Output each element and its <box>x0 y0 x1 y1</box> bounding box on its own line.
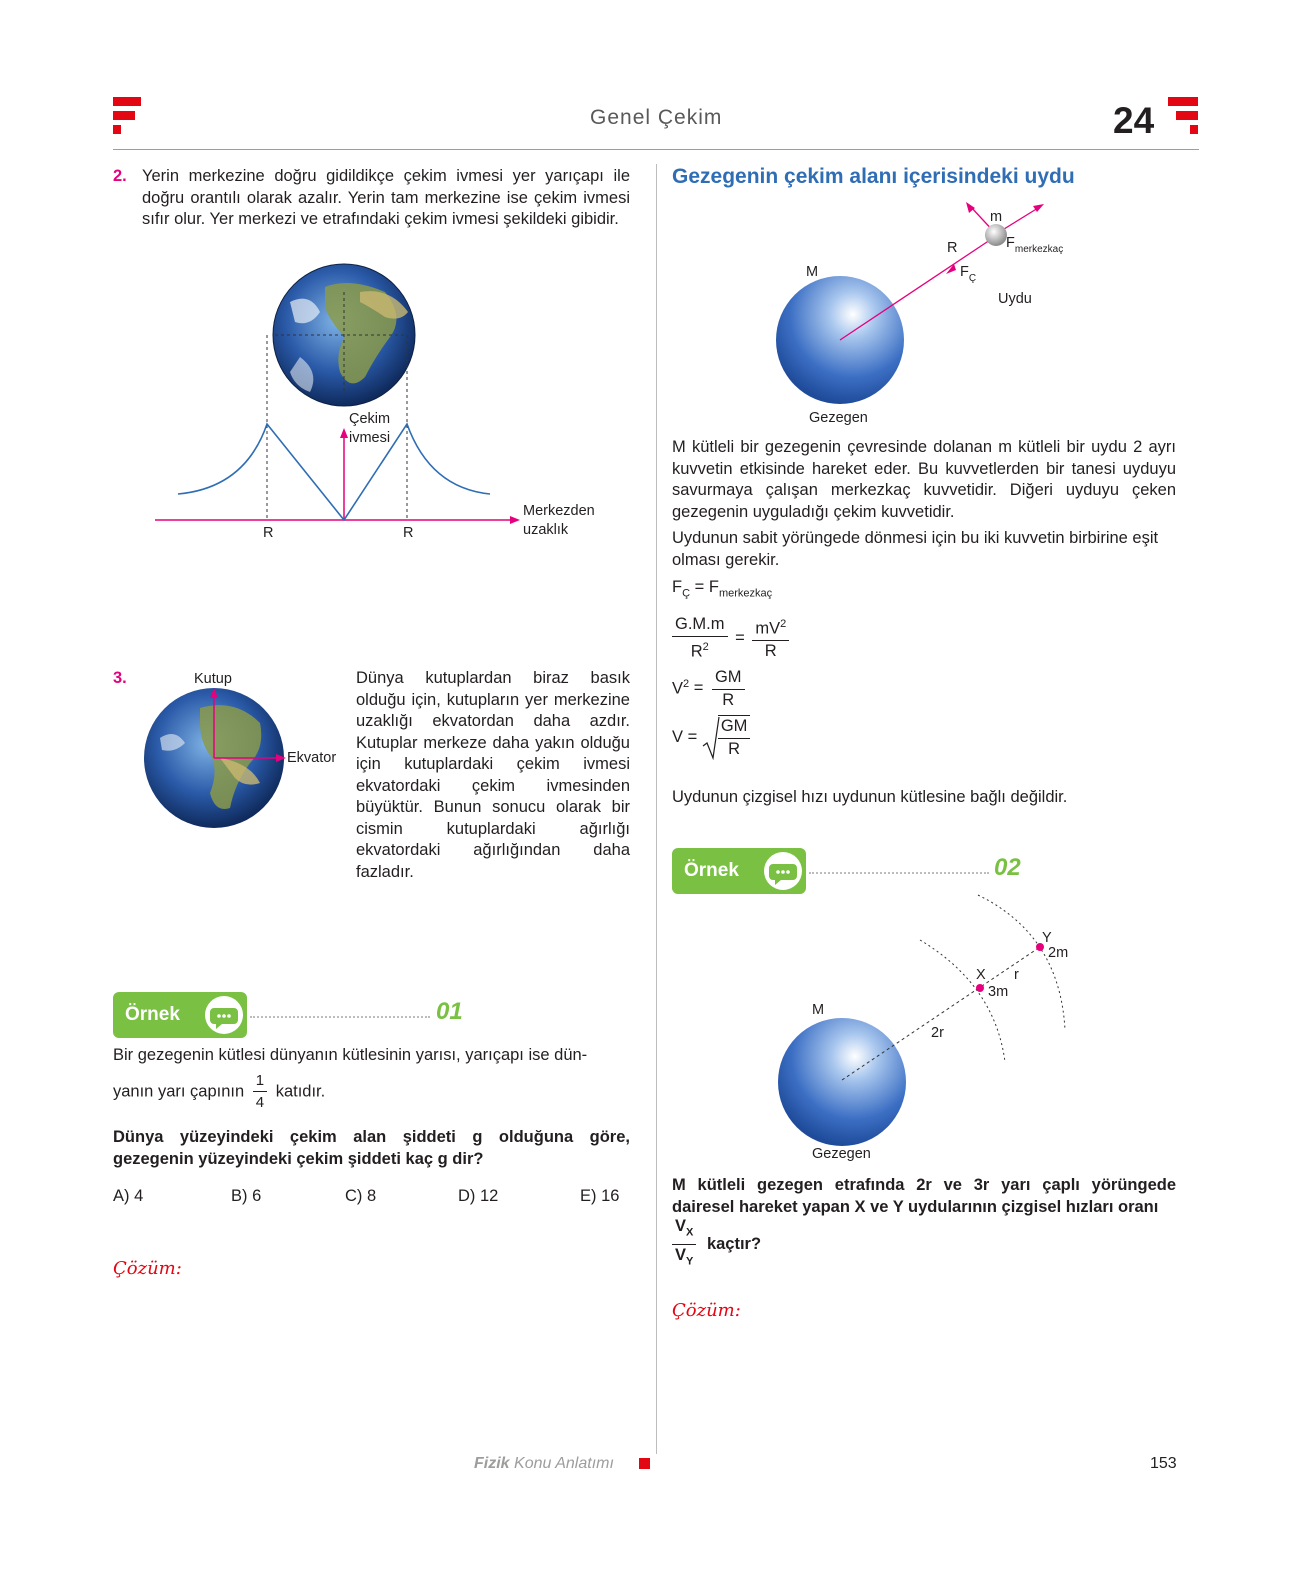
segment-r-label: r <box>1014 967 1019 983</box>
choice-a[interactable]: A) 4 <box>113 1187 144 1205</box>
satellite-x <box>976 984 984 992</box>
example1-text-line2: yanın yarı çapının <box>113 1081 245 1100</box>
example1-fraction: $\frac{1}{4}$ <box>253 1070 267 1114</box>
right-paragraph-1: M kütleli bir gezegenin çevresinde dolanan m kütleli bir uydu 2 ayrı kuvvetin etkisinde hareket eder. Bu kuvvetlerden bir tanesi uyduyu savurmaya çalışan merkezkaç kuvvetidir. Diğeri uyduyu çeken gezegenin uyguladığı çekim kuvvetidir. <box>672 438 1176 521</box>
y-axis-label-line2: ivmesi <box>349 430 391 446</box>
equation-1: $F_Ç = F_{merkezkaç}$ <box>672 578 773 600</box>
equation-3: $V^2$ = $\frac{GM}{R}$ <box>672 667 745 711</box>
header-rule <box>113 149 1199 150</box>
example1-solution-label: Çözüm: <box>113 1258 182 1279</box>
right-paragraph-2: Uydunun sabit yörüngede dönmesi için bu iki kuvvetin birbirine eşit olması gerekir. <box>672 529 1159 569</box>
pole-label: Kutup <box>194 671 232 687</box>
column-divider <box>656 164 657 1454</box>
orbit-figure <box>760 890 1100 1170</box>
gravity-vs-distance-figure <box>150 262 630 562</box>
outer-orbit <box>978 895 1065 1030</box>
inner-orbit <box>920 940 1005 1062</box>
example-badge-label: Örnek <box>684 860 739 881</box>
logo-right <box>1168 97 1200 137</box>
right-paragraph-3: Uydunun çizgisel hızı uydunun kütlesine bağlı değildir. <box>672 788 1068 806</box>
example-badge-label: Örnek <box>125 1004 180 1025</box>
equation-2: $\frac{G.M.m}{R^2}$ = $\frac{mV^2}{R}$ <box>672 614 789 663</box>
example1-question: Dünya yüzeyindeki çekim alan şiddeti g olduğuna göre, gezegenin yüzeyindeki çekim şiddeti kaç g dir? <box>113 1128 630 1168</box>
header-title: Genel Çekim <box>590 106 723 129</box>
x-axis-label-line1: Merkezden <box>523 503 595 519</box>
example2-number: 02 <box>994 854 1021 881</box>
unit-number: 24 <box>1113 100 1155 141</box>
y-mass-label: 2m <box>1048 945 1069 961</box>
planet-name-label: Gezegen <box>812 1146 871 1162</box>
choice-c[interactable]: C) 8 <box>345 1187 377 1205</box>
y-axis-label-line1: Çekim <box>349 411 391 427</box>
example1-number: 01 <box>436 998 463 1025</box>
example2-question: M kütleli gezegen etrafında 2r ve 3r yarı çaplı yörüngede dairesel hareket yapan X ve Y uydularının çizgisel hızları oranı <box>672 1176 1176 1216</box>
equator-label: Ekvator <box>287 750 337 766</box>
y-label: Y <box>1042 930 1052 946</box>
centrifugal-force-label: $F_{merkezkaç}$ <box>1006 235 1064 255</box>
radius-label: R <box>947 240 958 256</box>
choice-d[interactable]: D) 12 <box>458 1187 499 1205</box>
planet-mass-label: M <box>806 264 819 280</box>
logo-left <box>113 97 143 137</box>
satellite-force-figure <box>760 200 1100 430</box>
example1-text-line1: Bir gezegenin kütlesi dünyanın kütlesinin yarısı, yarıçapı ise dün- <box>113 1046 588 1064</box>
satellite <box>985 224 1007 246</box>
chat-bubble-icon <box>205 996 243 1034</box>
example2-dots <box>809 872 989 874</box>
planet-name-label: Gezegen <box>809 410 868 426</box>
gravity-curve <box>178 424 490 520</box>
earth-poles-figure <box>140 668 350 833</box>
tick-r-right: R <box>403 525 414 541</box>
equation-4: V = $\frac{GM}{R}$ <box>672 715 750 760</box>
planet-mass-label: M <box>812 1002 825 1018</box>
satellite-name-label: Uydu <box>998 291 1032 307</box>
item2-number: 2. <box>113 167 127 185</box>
tick-r-left: R <box>263 525 274 541</box>
choice-b[interactable]: B) 6 <box>231 1187 262 1205</box>
choice-e[interactable]: E) 16 <box>580 1187 620 1205</box>
footer-book-title: Fizik Konu Anlatımı <box>474 1455 614 1472</box>
planet <box>778 1018 906 1146</box>
segment-2r-label: 2r <box>931 1025 944 1041</box>
x-label: X <box>976 967 986 983</box>
page-number: 153 <box>1150 1455 1177 1472</box>
example1-text-line2-end: katıdır. <box>275 1081 326 1100</box>
section-title: Gezegenin çekim alanı içerisindeki uydu <box>672 165 1075 188</box>
item3-text: Dünya kutuplardan biraz basık olduğu için, kutupların yer merkezine uzaklığı ekvatordan daha azdır. Kutuplar merkeze daha yakın olduğu için kutuplardaki çekim ivmesi ekvatordaki çekim ivmesinden büyüktür. Bunun sonucu olarak bir cismin kutuplardaki ağırlığı ekvatordaki ağırlığından daha fazladır. <box>356 669 630 881</box>
chat-bubble-icon <box>764 852 802 890</box>
example1-text <box>113 1045 630 1114</box>
example2-ratio: $\frac{V_X}{V_Y}$ kaçtır? <box>672 1216 761 1273</box>
example2-badge <box>672 848 806 894</box>
example1-dots <box>250 1016 430 1018</box>
footer-square <box>639 1458 650 1469</box>
gravity-force-label: $F_Ç$ <box>960 264 977 284</box>
item2-text: Yerin merkezine doğru gidildikçe çekim ivmesi yer yarıçapı ile doğru orantılı olarak azalır. Yerin tam merkezine ise çekim ivmesi sıfır olur. Yer merkezi ve etrafındaki çekim ivmesi şekildeki gibidir. <box>142 167 630 228</box>
x-axis-label-line2: uzaklık <box>523 522 569 538</box>
item3-number: 3. <box>113 669 127 687</box>
example2-solution-label: Çözüm: <box>672 1300 741 1321</box>
satellite-mass-label: m <box>990 209 1003 225</box>
x-mass-label: 3m <box>988 984 1009 1000</box>
example1-badge <box>113 992 247 1038</box>
